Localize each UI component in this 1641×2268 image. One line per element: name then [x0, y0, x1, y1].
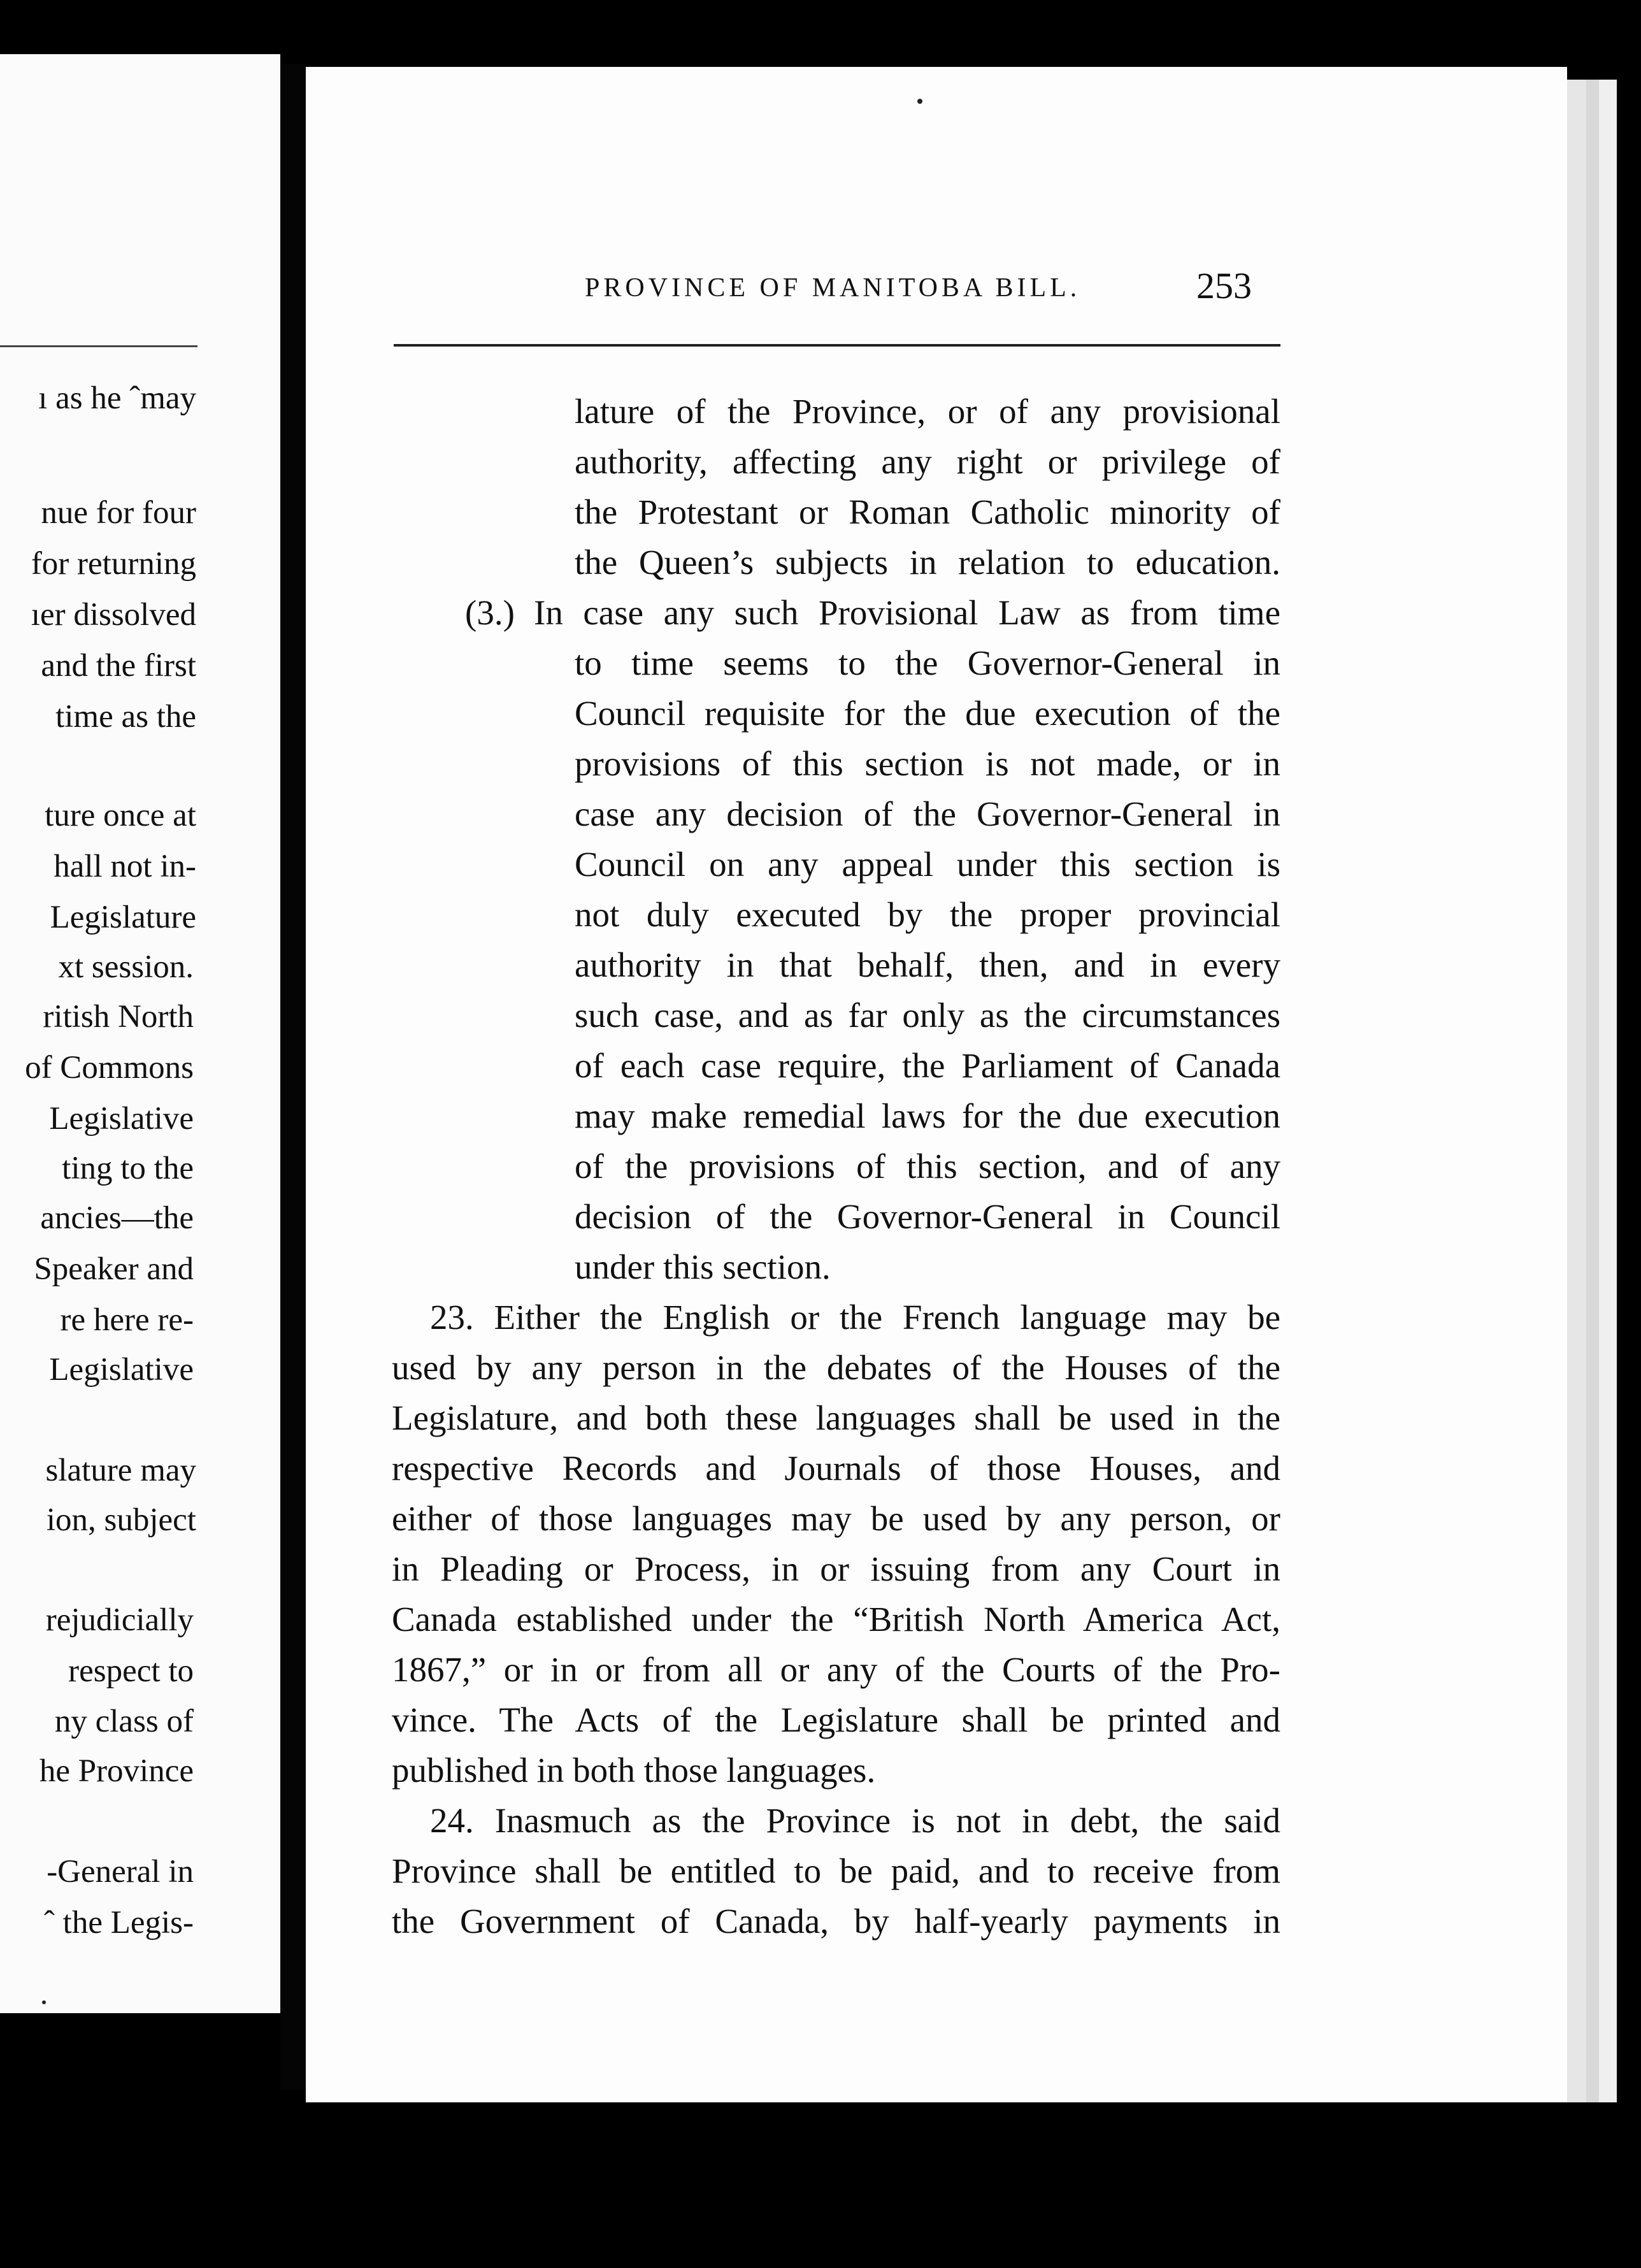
- body-line: such case, and as far only as the circumstances: [575, 996, 1280, 1035]
- section-24-line: the Government of Canada, by half-yearly payments in: [392, 1902, 1280, 1941]
- header-rule: [394, 344, 1280, 347]
- running-header-title: PROVINCE OF MANITOBA BILL.: [585, 273, 1081, 303]
- body-line: authority in that behalf, then, and in every: [575, 945, 1280, 984]
- left-line: ˆ the Legis-: [43, 1905, 194, 1941]
- section-23-line: either of those languages may be used by any person, or: [392, 1499, 1280, 1538]
- left-line: ion, subject: [46, 1502, 196, 1538]
- page-number: 253: [1196, 265, 1252, 306]
- section-23-line: used by any person in the debates of the Houses of the: [392, 1348, 1280, 1387]
- body-line: authority, affecting any right or privilege of: [575, 442, 1280, 481]
- section-23-line: in Pleading or Process, in or issuing from any Court in: [392, 1549, 1280, 1588]
- left-line: for returning: [31, 546, 196, 582]
- left-line: respect to: [68, 1653, 194, 1689]
- body-line: not duly executed by the proper provincial: [575, 895, 1280, 934]
- body-line: the Queen’s subjects in relation to education.: [575, 543, 1280, 582]
- left-line: -General in: [47, 1854, 194, 1890]
- left-line: slature may: [45, 1453, 196, 1488]
- left-line: Legislative: [49, 1101, 194, 1137]
- left-line: Speaker and: [34, 1251, 194, 1287]
- left-line: of Commons: [25, 1050, 194, 1086]
- left-line: ting to the: [62, 1151, 194, 1186]
- left-line: ny class of: [54, 1704, 194, 1739]
- left-header-rule: [0, 345, 197, 347]
- section-23-line: vince. The Acts of the Legislature shall be printed and: [392, 1700, 1280, 1739]
- left-line: re here re-: [60, 1302, 194, 1338]
- left-line: time as the: [55, 699, 196, 735]
- body-line: may make remedial laws for the due execution: [575, 1096, 1280, 1135]
- body-line: of each case require, the Parliament of Canada: [575, 1046, 1280, 1085]
- section-23-line: published in both those languages.: [392, 1751, 876, 1790]
- section-24-line: Province shall be entitled to be paid, and to receive from: [392, 1851, 1280, 1890]
- body-line: Council on any appeal under this section is: [575, 845, 1280, 884]
- section-23-line: 1867,” or in or from all or any of the Courts of the Pro-: [392, 1650, 1280, 1689]
- body-line: the Protestant or Roman Catholic minority of: [575, 492, 1280, 531]
- body-line: to time seems to the Governor-General in: [575, 643, 1280, 682]
- left-line: and the first: [41, 648, 196, 684]
- book-gutter: [280, 64, 306, 2090]
- body-line: lature of the Province, or of any provisional: [575, 392, 1280, 431]
- body-line: decision of the Governor-General in Council: [575, 1197, 1280, 1236]
- left-facing-page: [0, 54, 280, 2013]
- page-edge: [1599, 80, 1617, 2102]
- left-line: Legislative: [49, 1352, 194, 1388]
- body-line: provisions of this section is not made, or in: [575, 744, 1280, 783]
- body-line: under this section.: [575, 1247, 831, 1286]
- left-line: ritish North: [43, 999, 194, 1035]
- left-line: ı as he ˆmay: [38, 380, 196, 416]
- left-line: nue for four: [41, 495, 196, 531]
- left-line: rejudicially: [45, 1602, 194, 1638]
- left-line: xt session.: [58, 949, 194, 985]
- left-line: ıer dissolved: [31, 597, 196, 633]
- body-line: In case any such Provisional Law as from time: [534, 593, 1280, 632]
- section-23-line: Canada established under the “British North America Act,: [392, 1600, 1280, 1639]
- section-23-line: 23. Either the English or the French language may be: [430, 1298, 1280, 1337]
- body-line: of the provisions of this section, and of any: [575, 1147, 1280, 1186]
- section-24-line: 24. Inasmuch as the Province is not in debt, the said: [430, 1801, 1280, 1840]
- section-23-line: Legislature, and both these languages shall be used in the: [392, 1398, 1280, 1437]
- page-edge: [1586, 80, 1599, 2102]
- page-edge: [1567, 80, 1586, 2102]
- clause-marker: (3.): [465, 593, 515, 632]
- section-23-line: respective Records and Journals of those Houses, and: [392, 1449, 1280, 1488]
- left-line: hall not in-: [54, 849, 196, 884]
- ink-speck: [917, 99, 922, 104]
- left-line: he Province: [39, 1753, 194, 1789]
- ink-speck: [42, 2000, 46, 2004]
- left-line: Legislature: [50, 900, 196, 935]
- body-line: Council requisite for the due execution of the: [575, 694, 1280, 733]
- left-line: ancies—the: [40, 1200, 194, 1236]
- left-line: ture once at: [45, 798, 196, 833]
- body-line: case any decision of the Governor-General in: [575, 794, 1280, 833]
